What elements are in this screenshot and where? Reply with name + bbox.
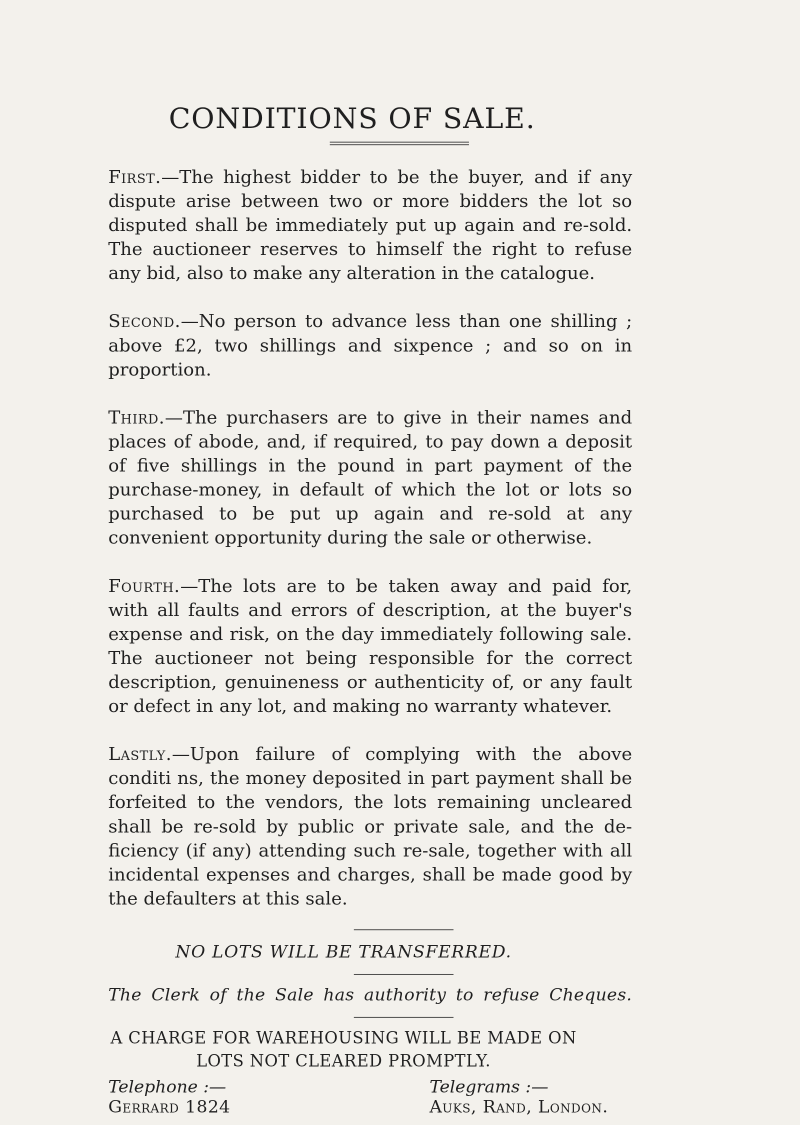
cheques-word: refuse: [483, 984, 540, 1005]
telephone-block: [108, 1077, 230, 1117]
cheques-word: to: [455, 984, 474, 1005]
telephone-block-label: Telephone :—: [108, 1076, 227, 1097]
warehousing-notice: [0, 1027, 687, 1073]
condition-third-text: —The purchasers are to give in their names and places of abode, and, if required, to pay down a deposit of five shillings in the pound in part payment of the purchase-money, in default of which the lot or lots so purchased to be put up again and re-sold at any convenient opportunity during the sale or otherwise.: [108, 407, 633, 548]
condition-first-text: —The highest bidder to be the buyer, and if any dispute arise between two or more bidders the lot so disputed shall be immediately put up again and re-sold. The auctioneer reserves to himself the right to refuse any bid, also to make any alteration in the catalogue.: [108, 166, 633, 284]
condition-lastly-lead: Lastly.: [108, 743, 172, 765]
condition-lastly-text: —Upon failure of complying with the above conditi ns, the money deposited in part payment shall be forfeited to the vendors, the lots remaining uncleared shall be re-sold by public or private sale, and the de-ficiency (if any) attending such re-sale, together with all incidental expenses and charges, shall be made good by the defaulters at this sale.: [108, 743, 633, 909]
cheques-word: authority: [363, 984, 447, 1005]
no-transfer-notice: NO LOTS WILL BE TRANSFERRED.: [175, 941, 512, 962]
page-title: CONDITIONS OF SALE.: [168, 101, 536, 135]
cheques-word: The: [108, 984, 142, 1005]
condition-first: [108, 165, 632, 285]
condition-fourth-text: —The lots are to be taken away and paid for, with all faults and errors of description, at the buyer's expense and risk, on the day immediately following sale. The auctioneer not being responsible for the correct description, genuineness or authenticity of, or any fault or defect in any lot, and making no warranty whatever.: [108, 575, 633, 717]
condition-second: [108, 309, 632, 381]
warehousing-line-1: A CHARGE FOR WAREHOUSING WILL BE MADE ON: [110, 1028, 577, 1048]
divider-2: [354, 974, 454, 975]
condition-second-text: —No person to advance less than one shilling ; above £2, two shillings and sixpence ; and so on in proportion.: [108, 310, 633, 380]
cheques-word: Sale: [275, 984, 314, 1005]
cheques-notice: [108, 984, 632, 1005]
condition-fourth-lead: Fourth.: [108, 575, 181, 597]
telegrams-block-value: Auks, Rand, London.: [429, 1095, 609, 1117]
warehousing-line-2: LOTS NOT CLEARED PROMPTLY.: [196, 1052, 491, 1072]
telegrams-block: [429, 1077, 608, 1117]
cheques-word: the: [236, 984, 266, 1005]
divider-1: [354, 929, 454, 930]
condition-third-lead: Third.: [108, 407, 165, 428]
title-divider: [330, 142, 469, 145]
condition-first-lead: First.: [108, 166, 162, 188]
cheques-word: Clerk: [151, 984, 201, 1005]
condition-third: [108, 405, 632, 549]
telephone-block-value: Gerrard 1824: [108, 1095, 231, 1117]
condition-lastly: [108, 742, 632, 910]
cheques-word: has: [323, 984, 355, 1005]
cheques-word: of: [209, 984, 227, 1005]
cheques-word: Cheques.: [549, 984, 633, 1005]
condition-second-lead: Second.: [108, 310, 181, 332]
divider-3: [354, 1017, 454, 1018]
condition-fourth: [108, 574, 632, 718]
telegrams-block-label: Telegrams :—: [429, 1076, 549, 1097]
